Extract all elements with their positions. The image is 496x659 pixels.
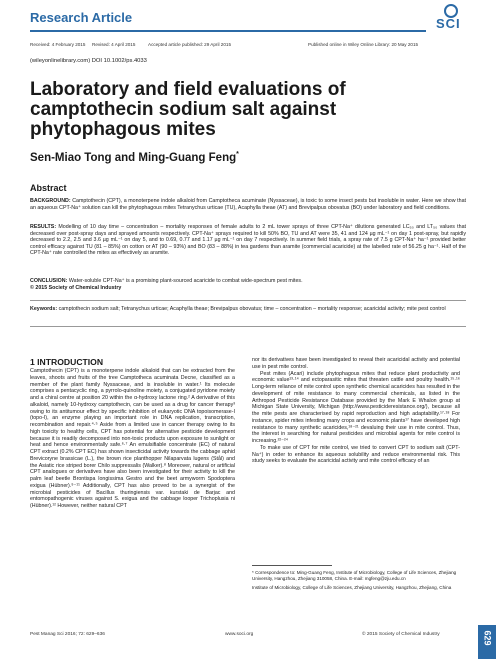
paragraph: nor its derivatives have been investigated to reveal their acaricidal activity and potential use in pest mite control.	[252, 357, 460, 370]
correspondence-footnote	[252, 570, 460, 593]
journal-logo	[426, 4, 472, 36]
logo-text: SCI	[436, 16, 461, 31]
conclusion-label: CONCLUSION:	[30, 278, 68, 284]
keywords-bottom-rule	[30, 326, 466, 327]
page-number-tab	[478, 625, 496, 659]
paragraph: To make use of CPT for mite control, we tried to convert CPT to sodium salt (CPT-Na⁺) in order to enhance its aqueous solubility and reduce environmental risk. This study seeks to evaluate the acaricidal activity and mite control efficacy of an	[252, 444, 460, 465]
article-type-label: Research Article	[30, 10, 133, 25]
affiliation-text: Institute of Microbiology, College of Life Sciences, Zhejiang University, Hangzhou, Zhejiang, China	[252, 584, 452, 590]
keywords-top-rule	[30, 300, 466, 301]
footer-url[interactable]: www.soci.org	[225, 632, 254, 637]
paragraph: Pest mites (Acari) include phytophagous mites that reduce plant productivity and economic value¹³·¹⁴ and ectoparasitic mites that threaten cattle and poultry health.¹⁵·¹⁶ Long-term reliance of mite control upon synthetic chemical acaricides has resulted in the development of mite resistance to many commercial chemicals, as listed in the Arthropod Pesticide Resistance Database provided by the Mark E Whalon group at Michigan State University, Michigan (http://www.pesticideresistance.org/), because all the mite pests are characterised by rapid reproduction and high adaptability.¹⁷·¹⁸ For instance, spider mites infesting many crops and economic plants¹⁷ have developed high resistance to many synthetic acaricides,¹⁸⁻²¹ devaluing their use in mite control. Thus, the interest in searching for natural pesticides and microbial agents for mite control is increasing.²²⁻²⁴	[252, 370, 460, 444]
abstract-conclusion	[30, 278, 466, 291]
accepted-date: Accepted article published: 29 April 2015	[148, 42, 231, 47]
author-footnote-mark: *	[236, 151, 239, 158]
published-date: Published online in Wiley Online Library: 20 May 2015	[308, 42, 419, 47]
keywords-text: camptothecin sodium salt; Tetranychus urticae; Acaphylla theae; Brevipalpus obovatus; time – concentration – mortality response; acaricidal activity; mite pest control	[57, 306, 446, 312]
abstract-background	[30, 198, 466, 211]
background-label: BACKGROUND:	[30, 198, 71, 204]
footnote-rule	[252, 565, 332, 566]
keywords	[30, 306, 466, 313]
doi-line: (wileyonlinelibrary.com) DOI 10.1002/ps.4033	[30, 58, 147, 64]
results-text: Modelling of 10 day time – concentration – mortality responses of female adults to 2 mL tower sprays of three CPT-Na⁺ dilutions generated LC₅₀ and LT₅₀ values that decreased over post-spray days and sprayed amounts respectively. CPT-Na⁺ sprays required to kill 50% BO, TU and AT were 35, 41 and 124 µg mL⁻¹ on day 1 post-spray, but rapidly decreased to 2.2, 2.5 and 3.6 µg mL⁻¹ on day 5, and to 0.69, 0.77 and 1.17 µg mL⁻¹ on day 7 respectively. In summer field trials, a spray rate of 7.5 g CPT-Na⁺ ha⁻¹ provided better control efficacy against TU (81 – 85%) on cotton or AT (90 – 93%) and BO (83 – 88%) in tea gardens than aramite (commercial acaricide) at the labelled rate of 56.25 g ha⁻¹. Half of the CPT-Na⁺ rate controlled the mites as effectively as aramite.	[30, 224, 466, 257]
keywords-label: Keywords:	[30, 306, 58, 312]
background-text: Camptothecin (CPT), a monoterpene indole alkaloid from Camptotheca acuminate (Nyssaceae), is toxic to some insect pests but insoluble in water. Here we show that an aqueous CPT-Na⁺ solution can kill the phytophagous mites Tetranychus urticae (TU), Acaphylla theae (AT) and Brevipalpus obovatus (BO) under laboratory and field conditions.	[30, 198, 466, 211]
footer-citation: Pest Manag Sci 2016; 72: 629–636	[30, 632, 105, 637]
revised-date: Revised: 4 April 2015	[92, 42, 136, 47]
author-names: Sen-Miao Tong and Ming-Guang Feng	[30, 151, 237, 164]
section-heading-introduction: 1 INTRODUCTION	[30, 357, 104, 367]
conclusion-text: Water-soluble CPT-Na⁺ is a promising plant-sourced acaricide to combat wide-spectrum pest mites.	[67, 278, 303, 284]
intro-left-column	[30, 368, 235, 510]
article-title: Laboratory and field evaluations of camptothecin sodium salt against phytophagous mites	[30, 79, 346, 140]
page-number: 629	[482, 630, 493, 646]
author-list	[30, 151, 239, 164]
header-rule	[30, 30, 426, 32]
footer-copyright: © 2015 Society of Chemical Industry	[362, 632, 440, 637]
received-date: Received: 4 February 2015	[30, 42, 86, 47]
correspondence-text: * Correspondence to: Ming-Guang Feng, Institute of Microbiology, College of Life Sciences, Zhejiang University, Hangzhou, Zhejiang 310058, China. E-mail: mgfeng@zju.edu.cn	[252, 570, 457, 581]
paragraph: Camptothecin (CPT) is a monoterpene indole alkaloid that can be extracted from the leaves, shoots and fruits of the tree Camptotheca acuminata Decne, classified as a member of the plant family Nyssaceae, and is insoluble in water.¹ Its molecule comprises a pentacyclic ring, a pyrrolo-quinoline moiety, a conjugated pyridone moiety and a chiral centre at position 20 within the α-hydroxy lactone ring.² A derivative of this alkaloid, namely 10-hydroxy camptothecin, can be used as a drug for cancer therapy³ owing to its antitumour effect by specific inhibition of eukaryotic DNA topoisomerase-I (topo-I), an enzyme playing an important role in DNA replication, transcription, recombination and repair.⁴·⁵ Aside from a limited use in cancer therapy owing to its high toxicity to healthy cells, CPT has potential for alternative pesticide development because it is readily decomposed into non-toxic products upon exposure to sunlight or heat and hence environmentally safe.⁶·⁷ An emulsifiable concentrate (EC) of natural CPT extract (0.2% CPT EC) has shown insecticidal activity towards the cabbage aphid Brevicoryne brassicae (L.), the brown rice planthopper Nilaparvata lugens (Stål) and the Asiatic rice striped borer Chilo suppressalis (Walker).⁸ Moreover, natural or artificial CPT analogues or derivatives have also been investigated for their activity to kill the palm leaf beetle Brontispa longissima Gestro and the beet armyworm Spodoptera exigua (Hübner).⁹⁻¹¹ Additionally, CPT has also proved to be a synergist of the microbial pesticides of Bacillus thuringiensis var. kurstaki de Barjac and entomopathogenic viruses against S. exigua and the cabbage looper Trichoplusia ni (Hübner).¹² However, neither natural CPT	[30, 368, 235, 509]
results-label: RESULTS:	[30, 224, 57, 230]
abstract-results	[30, 224, 466, 257]
abstract-heading: Abstract	[30, 183, 67, 193]
intro-right-column	[252, 357, 460, 465]
abstract-copyright: © 2015 Society of Chemical Industry	[30, 284, 122, 291]
